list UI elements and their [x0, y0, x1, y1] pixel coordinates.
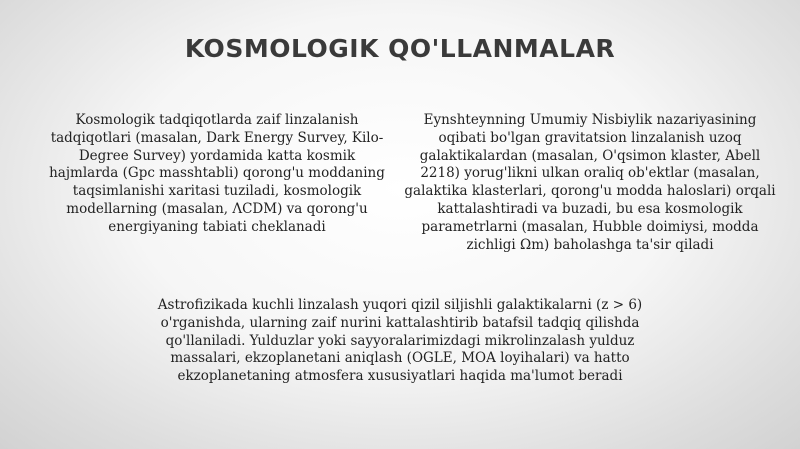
slide-title: KOSMOLOGIK QO'LLANMALAR — [184, 34, 616, 63]
right-paragraph: Eynshteynning Umumiy Nisbiylik nazariyasining oqibati bo'lgan gravitatsion linzalanish uzoq galaktikalardan (masalan, O'qsimon klaster, Abell 2218) yorug'likni ulkan oraliq ob'ektlar (masalan, galaktika klasterlari, qorong'u modda haloslari) orqali kattalashtiradi va buzadi, bu esa kosmologik parametrlarni (masalan, Hubble doimiysi, modda zichligi Ωm) baholashga ta'sir qiladi — [404, 112, 776, 253]
bottom-paragraph: Astrofizikada kuchli linzalash yuqori qizil siljishli galaktikalarni (z > 6) o'rganishda, ularning zaif nurini kattalashtirib batafsil tadqiq qilishda qo'llaniladi. Yulduzlar yoki sayyoralarimizdagi mikrolinzalash yulduz massalari, ekzoplanetani aniqlash (OGLE, MOA loyihalari) va hatto ekzoplanetaning atmosfera xususiyatlari haqida ma'lumot beradi — [157, 297, 643, 385]
left-paragraph: Kosmologik tadqiqotlarda zaif linzalanish tadqiqotlari (masalan, Dark Energy Survey, Kilo-Degree Survey) yordamida katta kosmik hajmlarda (Gpc masshtabli) qorong'u moddaning taqsimlanishi xaritasi tuziladi, kosmologik modellarning (masalan, ΛCDM) va qorong'u energiyaning tabiati cheklanadi — [49, 112, 385, 235]
